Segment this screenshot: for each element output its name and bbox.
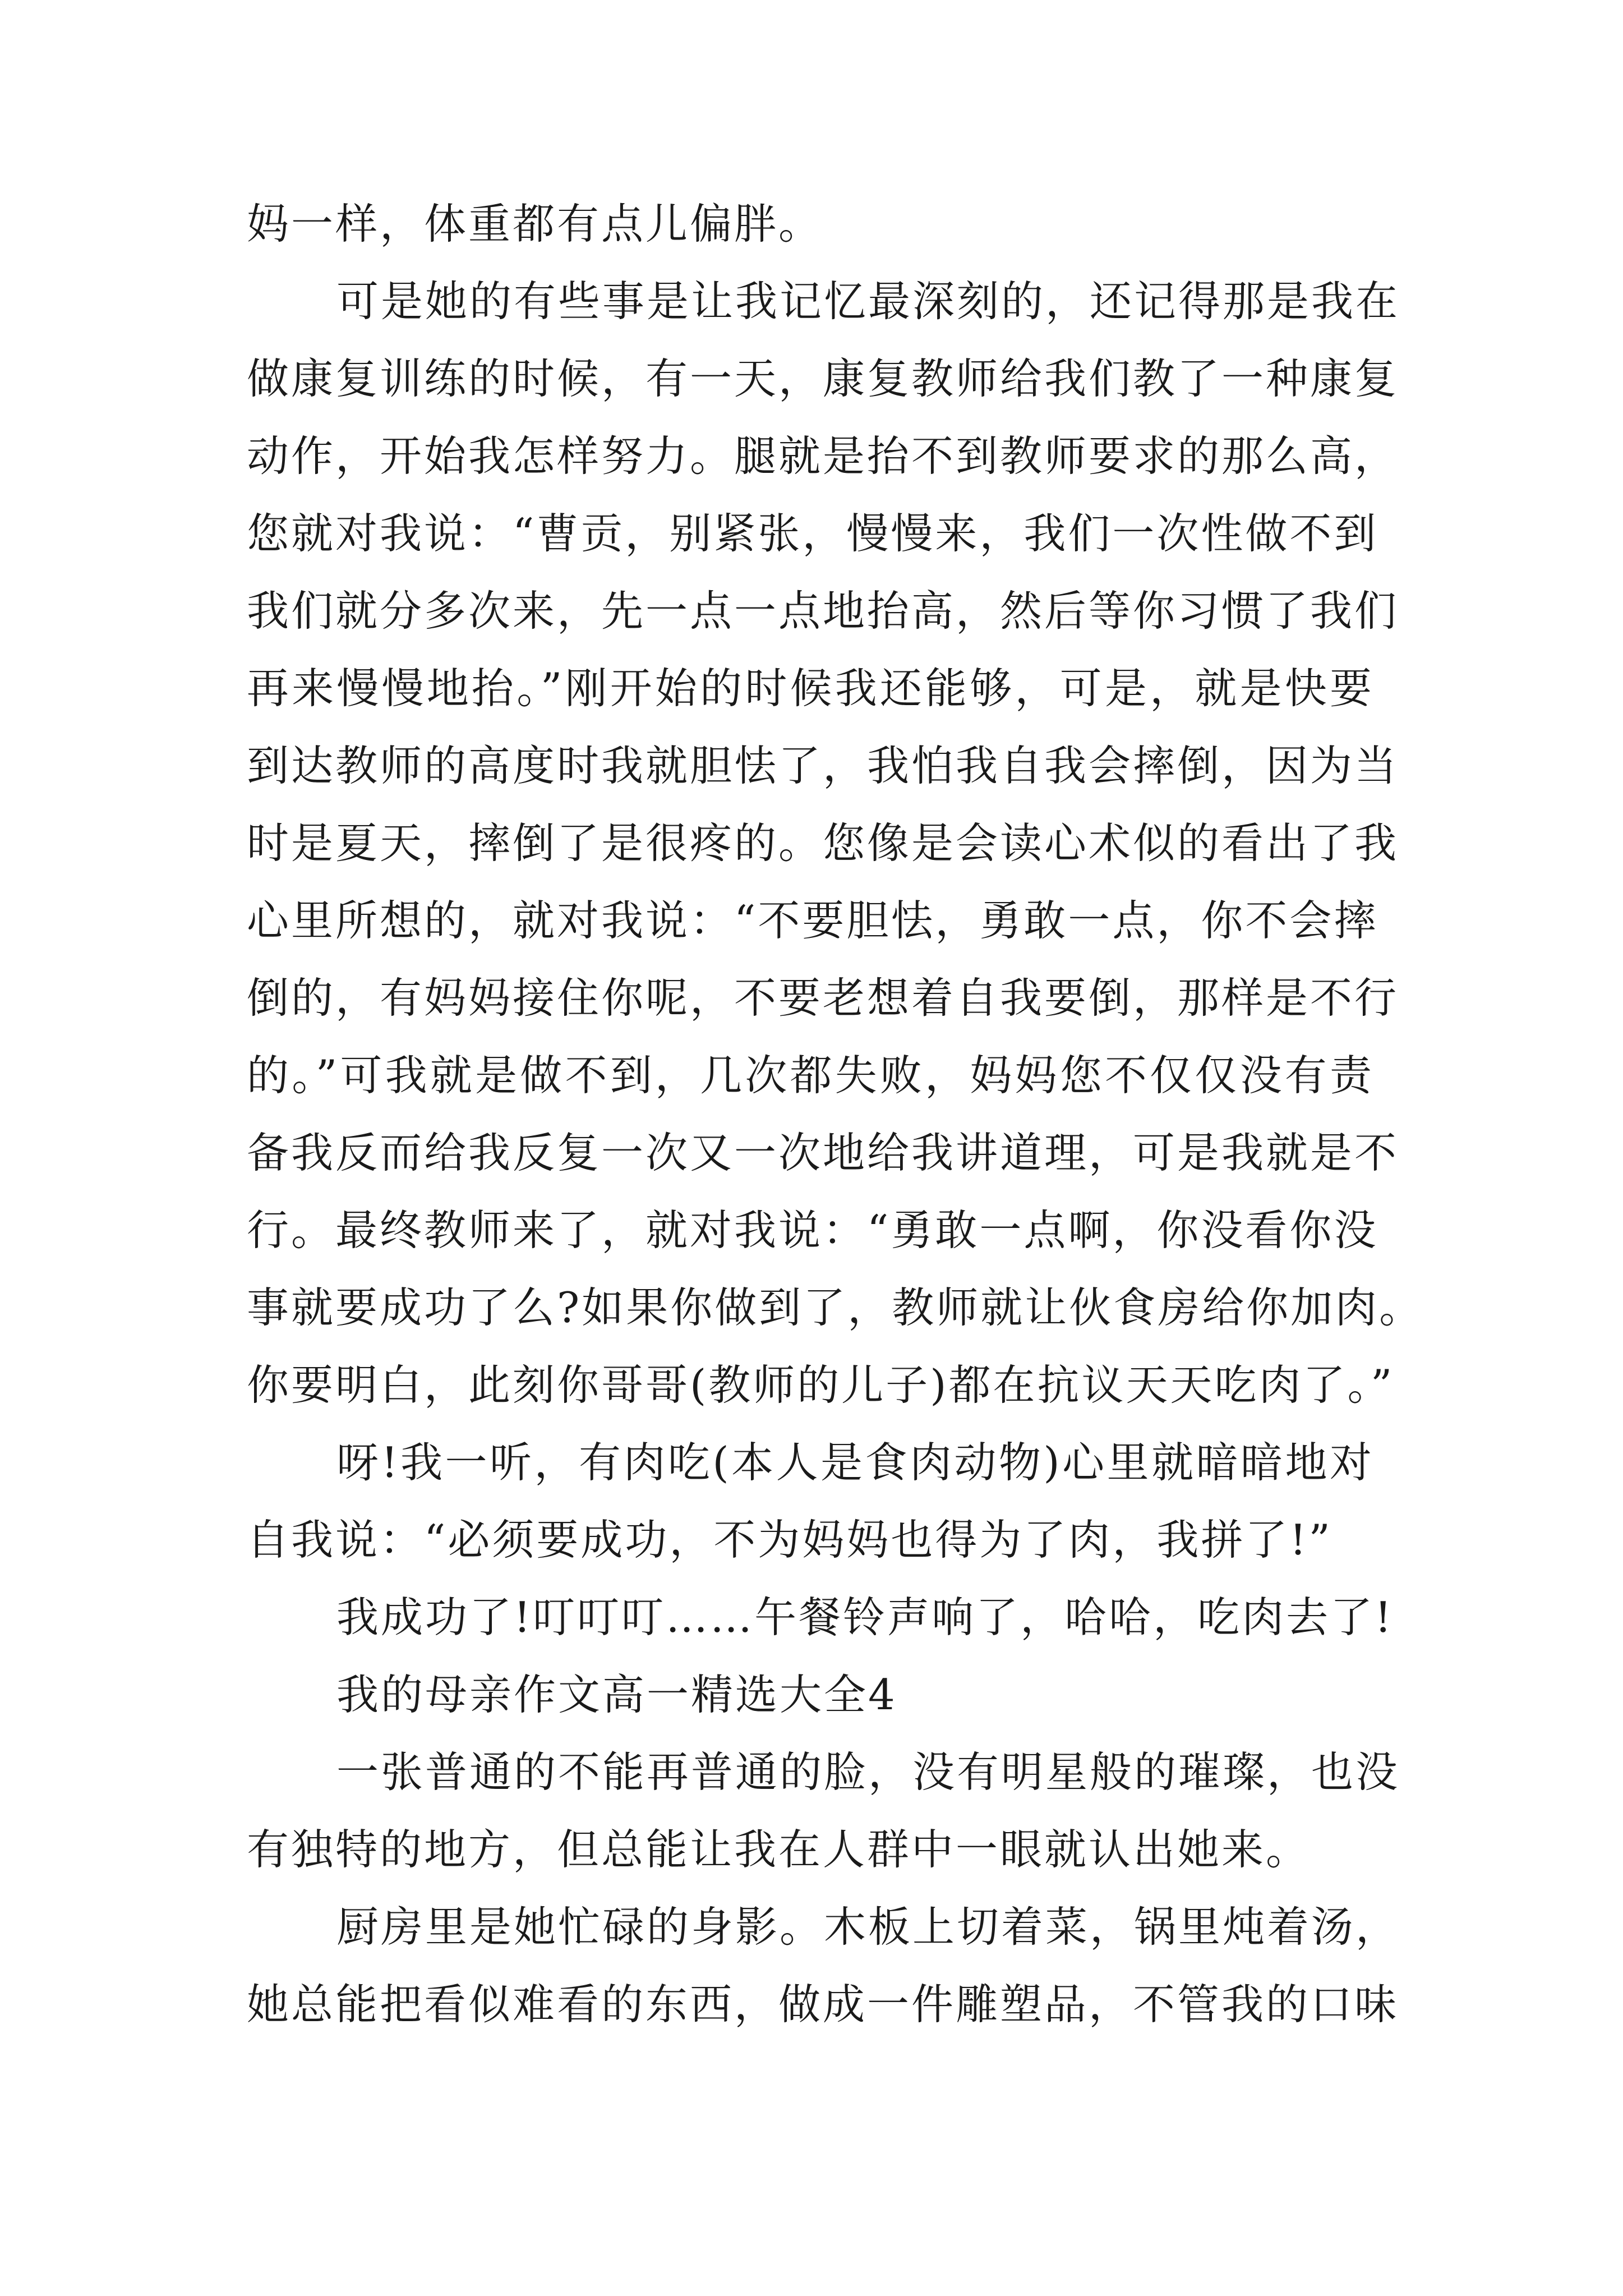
text-line: 厨房里是她忙碌的身影。木板上切着菜，锅里炖着汤， bbox=[336, 1902, 1400, 1952]
text-line: 一张普通的不能再普通的脸，没有明星般的璀璨，也没 bbox=[336, 1747, 1400, 1797]
text-line: 妈一样，体重都有点儿偏胖。 bbox=[247, 199, 823, 249]
text-line: 有独特的地方，但总能让我在人群中一眼就认出她来。 bbox=[247, 1825, 1311, 1874]
text-line: 行。最终教师来了，就对我说：“勇敢一点啊，你没看你没 bbox=[247, 1205, 1378, 1255]
text-line: 做康复训练的时候，有一天，康复教师给我们教了一种康复 bbox=[247, 354, 1399, 403]
text-line: 再来慢慢地抬。”刚开始的时候我还能够，可是，就是快要 bbox=[247, 664, 1374, 713]
text-line: 心里所想的，就对我说：“不要胆怯，勇敢一点，你不会摔 bbox=[247, 896, 1378, 945]
section-heading: 我的母亲作文高一精选大全4 bbox=[336, 1670, 897, 1719]
text-line: 她总能把看似难看的东西，做成一件雕塑品，不管我的口味 bbox=[247, 1980, 1399, 2029]
text-line: 事就要成功了么?如果你做到了，教师就让伙食房给你加肉。 bbox=[247, 1283, 1424, 1332]
text-line: 到达教师的高度时我就胆怯了，我怕我自我会摔倒，因为当 bbox=[247, 741, 1399, 790]
text-line: 您就对我说：“曹贡，别紧张，慢慢来，我们一次性做不到 bbox=[247, 509, 1378, 558]
text-line: 动作，开始我怎样努力。腿就是抬不到教师要求的那么高， bbox=[247, 431, 1399, 481]
text-line: 备我反而给我反复一次又一次地给我讲道理，可是我就是不 bbox=[247, 1128, 1399, 1177]
text-line: 的。”可我就是做不到，几次都失败，妈妈您不仅仅没有责 bbox=[247, 1051, 1374, 1100]
text-line: 呀!我一听，有肉吃(本人是食肉动物)心里就暗暗地对 bbox=[336, 1438, 1374, 1487]
text-line: 自我说：“必须要成功，不为妈妈也得为了肉，我拼了!” bbox=[247, 1515, 1332, 1565]
text-line: 时是夏天，摔倒了是很疼的。您像是会读心术似的看出了我 bbox=[247, 818, 1399, 868]
text-line: 我们就分多次来，先一点一点地抬高，然后等你习惯了我们 bbox=[247, 586, 1399, 636]
text-line: 可是她的有些事是让我记忆最深刻的，还记得那是我在 bbox=[336, 277, 1400, 326]
body-text bbox=[247, 185, 1424, 2043]
text-line: 倒的，有妈妈接住你呢，不要老想着自我要倒，那样是不行 bbox=[247, 973, 1399, 1023]
text-line: 你要明白，此刻你哥哥(教师的儿子)都在抗议天天吃肉了。” bbox=[247, 1360, 1395, 1410]
text-line: 我成功了!叮叮叮……午餐铃声响了，哈哈，吃肉去了! bbox=[336, 1593, 1394, 1642]
